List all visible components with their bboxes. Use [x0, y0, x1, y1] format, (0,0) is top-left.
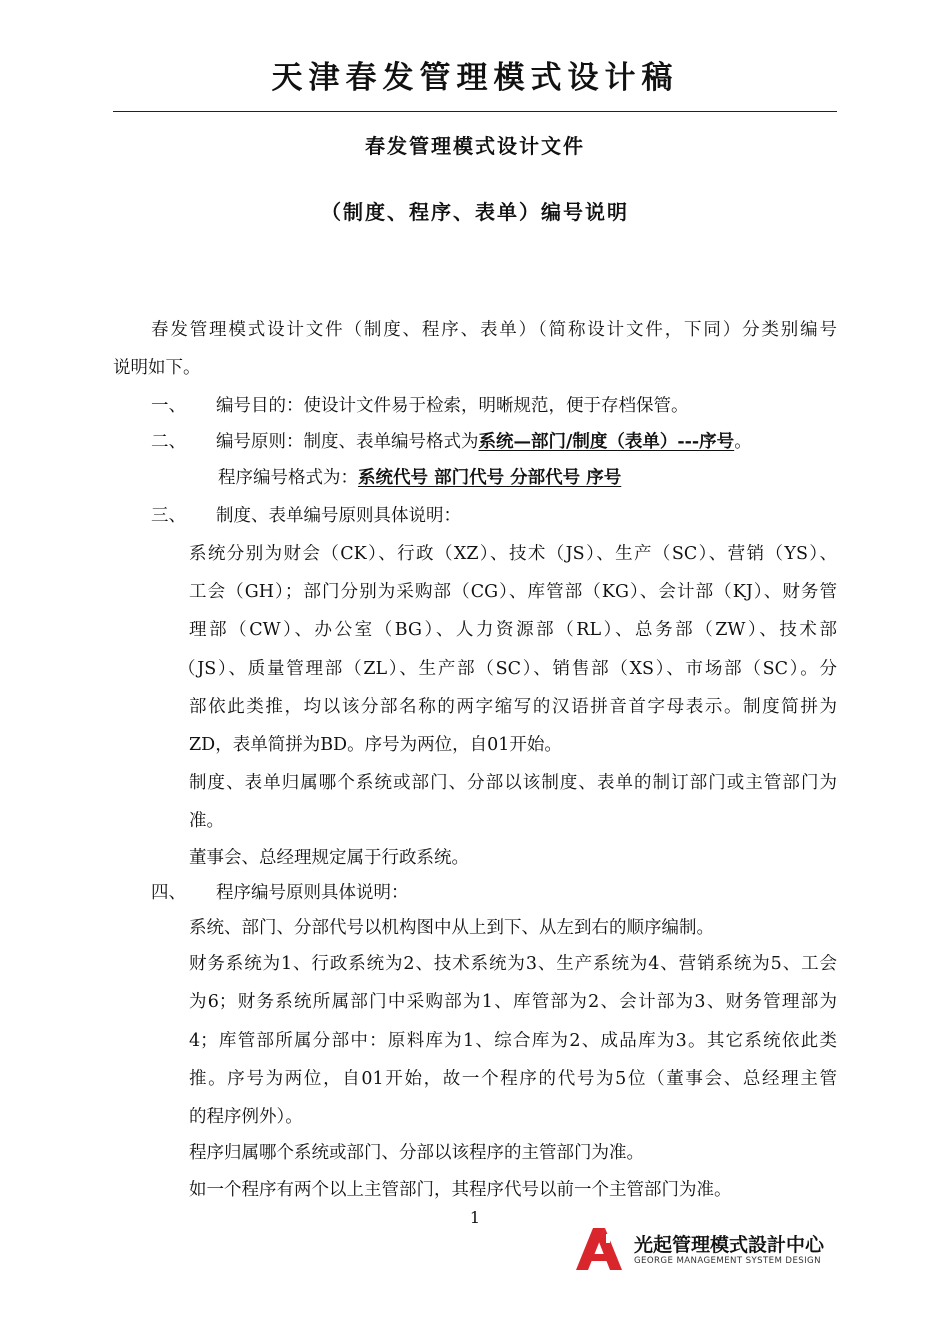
paragraph-line: 理部（CW）、办公室（BG）、人力资源部（RL）、总务部（ZW）、技术部	[189, 620, 837, 640]
section-text: 制度、表单编号原则具体说明：	[216, 506, 461, 526]
section-number: 三、	[151, 506, 186, 526]
document-subtitle-2: （制度、程序、表单）编号说明	[321, 200, 629, 224]
section-number: 一、	[151, 396, 186, 416]
section-text	[216, 429, 752, 455]
paragraph-line: 为6；财务系统所属部门中采购部为1、库管部为2、会计部为3、财务管理部为	[189, 992, 837, 1012]
paragraph-line: 董事会、总经理规定属于行政系统。	[189, 848, 469, 868]
section-text-label: 编号原则：制度、表单编号格式为	[216, 432, 479, 452]
paragraph-line: 程序归属哪个系统或部门、分部以该程序的主管部门为准。	[189, 1143, 644, 1163]
section-text-label: 程序编号格式为：	[218, 468, 358, 488]
section-number: 二、	[151, 432, 186, 452]
paragraph-line: 的程序例外）。	[189, 1107, 303, 1127]
intro-line: 说明如下。	[113, 358, 201, 378]
paragraph-line: （JS）、质量管理部（ZL）、生产部（SC）、销售部（XS）、市场部（SC）。分	[178, 659, 837, 679]
paragraph-line: 系统、部门、分部代号以机构图中从上到下、从左到右的顺序编制。	[189, 918, 714, 938]
section-text: 编号目的：使设计文件易于检索，明晰规范，便于存档保管。	[216, 396, 689, 416]
paragraph-line: 4；库管部所属分部中：原料库为1、综合库为2、成品库为3。其它系统依此类	[189, 1031, 837, 1051]
paragraph-line: 财务系统为1、行政系统为2、技术系统为3、生产系统为4、营销系统为5、工会	[189, 954, 837, 974]
footer-logo	[576, 1228, 838, 1270]
paragraph-line: 制度、表单归属哪个系统或部门、分部以该制度、表单的制订部门或主管部门为	[189, 773, 837, 793]
intro-line: 春发管理模式设计文件（制度、程序、表单）（简称设计文件，下同）分类别编号	[151, 320, 837, 340]
paragraph-line: 工会（GH）；部门分别为采购部（CG）、库管部（KG）、会计部（KJ）、财务管	[189, 582, 837, 602]
section-text: 程序编号原则具体说明：	[216, 883, 409, 903]
logo-name: 光起管理模式設計中心	[634, 1234, 825, 1256]
section-number: 四、	[151, 883, 186, 903]
paragraph-line: 推。序号为两位，自01开始，故一个程序的代号为5位（董事会、总经理主管	[189, 1069, 837, 1089]
section-text	[218, 465, 621, 491]
paragraph-line: 部依此类推，均以该分部名称的两字缩写的汉语拼音首字母表示。制度简拼为	[189, 697, 837, 717]
header-divider	[113, 111, 837, 112]
program-number-format: 系统代号 部门代号 分部代号 序号	[358, 468, 622, 488]
logo-english: GEORGE MANAGEMENT SYSTEM DESIGN	[634, 1256, 821, 1266]
document-subtitle: 春发管理模式设计文件	[365, 134, 585, 158]
paragraph-line: 系统分别为财会（CK）、行政（XZ）、技术（JS）、生产（SC）、营销（YS）、	[189, 544, 837, 564]
page-number: 1	[469, 1208, 481, 1227]
form-number-format: 系统—部门/制度（表单）---序号	[478, 432, 735, 452]
paragraph-line: 准。	[189, 811, 224, 831]
paragraph-line: 如一个程序有两个以上主管部门，其程序代号以前一个主管部门为准。	[189, 1180, 732, 1200]
logo-a-icon	[576, 1228, 626, 1270]
paragraph-line: ZD，表单简拼为BD。序号为两位，自01开始。	[189, 735, 562, 755]
page-title: 天津春发管理模式设计稿	[271, 60, 679, 96]
section-text-end: 。	[734, 432, 752, 452]
